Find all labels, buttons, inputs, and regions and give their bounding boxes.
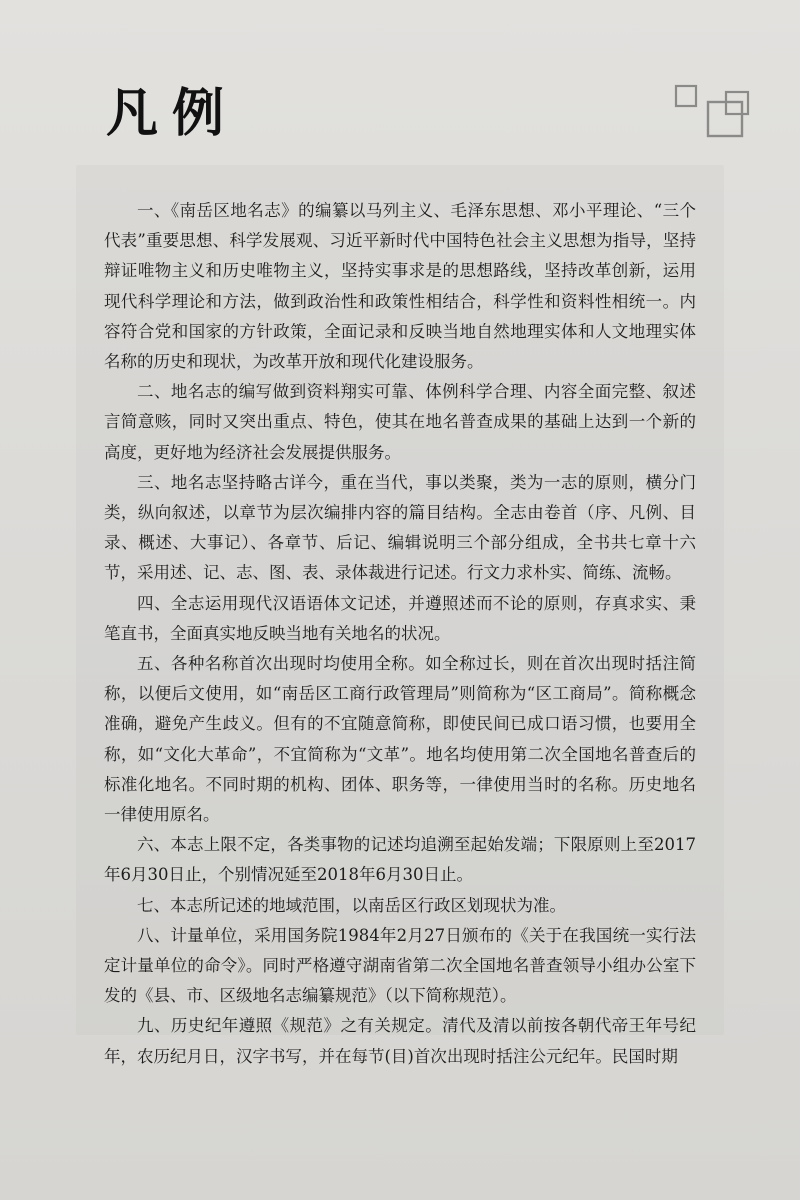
paragraph-2: 二、地名志的编写做到资料翔实可靠、体例科学合理、内容全面完整、叙述言简意赅，同时又突出重点、特色，使其在地名普查成果的基础上达到一个新的高度，更好地为经济社会发展提供服务。 [104,382,696,462]
paragraph-4: 四、全志运用现代汉语语体文记述，并遵照述而不论的原则，存真求实、秉笔直书，全面真实地反映当地有关地名的状况。 [104,593,696,643]
paragraph-7: 七、本志所记述的地域范围，以南岳区行政区划现状为准。 [137,895,566,915]
paragraph-1: 一、《南岳区地名志》的编纂以马列主义、毛泽东思想、邓小平理论、“三个代表”重要思想、科学发展观、习近平新时代中国特色社会主义思想为指导，坚持辩证唯物主义和历史唯物主义，坚持实事求是的思想路线，坚持改革创新，运用现代科学理论和方法，做到政治性和政策性相结合，科学性和资料性相统一。内容符合党和国家的方针政策，全面记录和反映当地自然地理实体和人文地理实体名称的历史和现状，为改革开放和现代化建设服务。 [104,201,696,372]
paragraph-8: 八、计量单位，采用国务院1984年2月27日颁布的《关于在我国统一实行法定计量单位的命令》。同时严格遵守湖南省第二次全国地名普查领导小组办公室下发的《县、市、区级地名志编纂规范》（以下简称规范）。 [104,925,696,1006]
paragraph-9: 九、历史纪年遵照《规范》之有关规定。清代及清以前按各朝代帝王年号纪年，农历纪月日，汉字书写，并在每节(目)首次出现时括注公元纪年。民国时期 [104,1016,696,1066]
paragraph-6: 六、本志上限不定，各类事物的记述均追溯至起始发端；下限原则上至2017年6月30日止，个别情况延至2018年6月30日止。 [104,835,696,885]
page-title: 凡例 [106,83,239,144]
body-text [104,196,696,1072]
paragraph-3: 三、地名志坚持略古详今，重在当代，事以类聚，类为一志的原则，横分门类，纵向叙述，以章节为层次编排内容的篇目结构。全志由卷首（序、凡例、目录、概述、大事记）、各章节、后记、编辑说明三个部分组成，全书共七章十六节，采用述、记、志、图、表、录体裁进行记述。行文力求朴实、简练、流畅。 [104,472,696,583]
overlapping-squares-icon [668,80,758,142]
paragraph-5: 五、各种名称首次出现时均使用全称。如全称过长，则在首次出现时括注简称，以便后文使用，如“南岳区工商行政管理局”则简称为“区工商局”。简称概念准确，避免产生歧义。但有的不宜随意简称，即使民间已成口语习惯，也要用全称，如“文化大革命”，不宜简称为“文革”。地名均使用第二次全国地名普查后的标准化地名。不同时期的机构、团体、职务等，一律使用当时的名称。历史地名一律使用原名。 [104,654,696,825]
